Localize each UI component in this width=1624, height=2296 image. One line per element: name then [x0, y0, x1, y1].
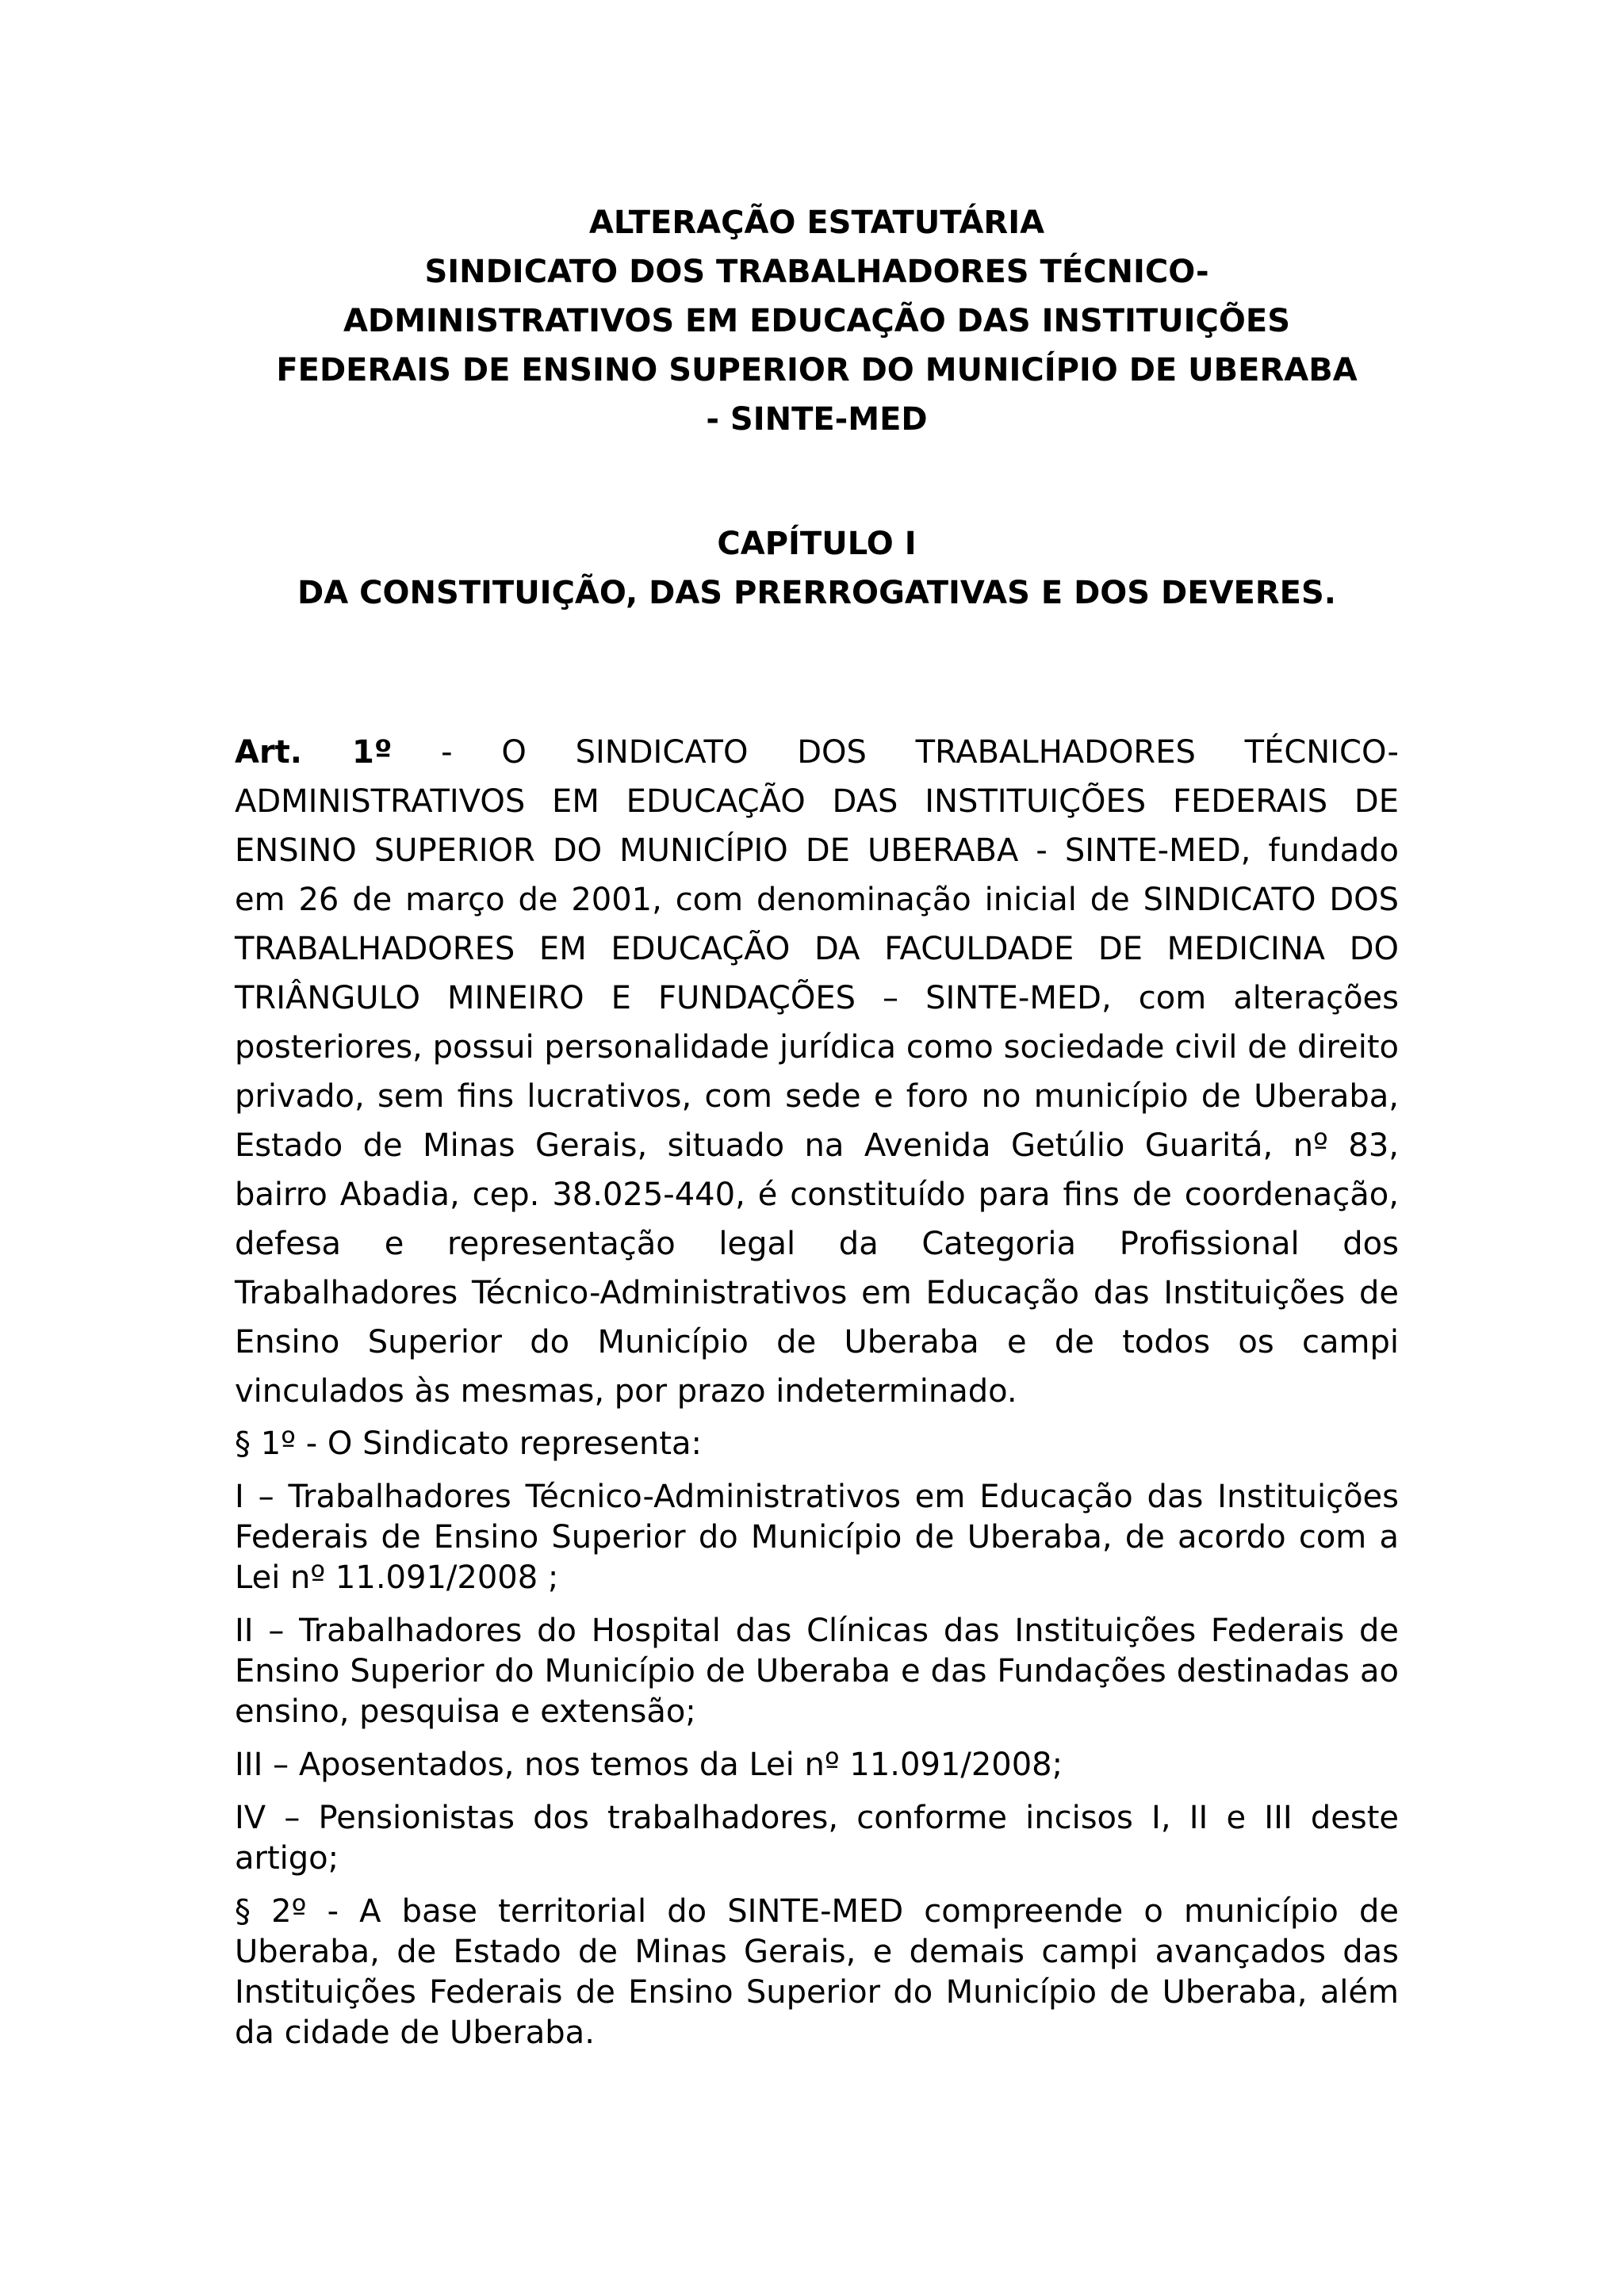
clause-ii: II – Trabalhadores do Hospital das Clínicas das Instituições Federais de Ensino Superior do Município de Uberaba e das Fundações destinadas ao ensino, pesquisa e extensão;: [235, 1613, 1399, 1730]
title-line: SINDICATO DOS TRABALHADORES TÉCNICO-: [424, 254, 1209, 290]
paragraph-1: § 1º - O Sindicato representa:: [235, 1425, 703, 1462]
article-text: - O SINDICATO DOS TRABALHADORES TÉCNICO-ADMINISTRATIVOS EM EDUCAÇÃO DAS INSTITUIÇÕES FEDERAIS DE ENSINO SUPERIOR DO MUNICÍPIO DE UBERABA - SINTE-MED, fundado em 26 de março de 2001, com denominação inicial de SINDICATO DOS TRABALHADORES EM EDUCAÇÃO DA FACULDADE DE MEDICINA DO TRIÂNGULO MINEIRO E FUNDAÇÕES – SINTE-MED, com alterações posteriores, possui personalidade jurídica como sociedade civil de direito privado, sem fins lucrativos, com sede e foro no município de Uberaba, Estado de Minas Gerais, situado na Avenida Getúlio Guaritá, nº 83, bairro Abadia, cep. 38.025-440, é constituído para fins de coordenação, defesa e representação legal da Categoria Profissional dos Trabalhadores Técnico-Administrativos em Educação das Instituições de Ensino Superior do Município de Uberaba e de todos os campi vinculados às mesmas, por prazo indeterminado.: [235, 734, 1399, 1410]
chapter-heading: [235, 519, 1399, 618]
chapter-name: DA CONSTITUIÇÃO, DAS PRERROGATIVAS E DOS DEVERES.: [297, 575, 1336, 611]
clause-iii: III – Aposentados, nos temos da Lei nº 11.091/2008;: [235, 1747, 1063, 1783]
title-line: ALTERAÇÃO ESTATUTÁRIA: [588, 205, 1045, 241]
title-line: ADMINISTRATIVOS EM EDUCAÇÃO DAS INSTITUIÇÕES: [343, 303, 1291, 339]
article-label: Art. 1º: [235, 734, 393, 771]
chapter-number: CAPÍTULO I: [717, 526, 917, 562]
clause-i: I – Trabalhadores Técnico-Administrativos em Educação das Instituições Federais de Ensino Superior do Município de Uberaba, de acordo com a Lei nº 11.091/2008 ;: [235, 1479, 1399, 1596]
document-title: [235, 198, 1399, 444]
title-line: - SINTE-MED: [706, 401, 928, 438]
clause-iv: IV – Pensionistas dos trabalhadores, conforme incisos I, II e III deste artigo;: [235, 1800, 1399, 1877]
article-1: [235, 728, 1399, 1416]
document-body: [235, 728, 1399, 2066]
paragraph-2: § 2º - A base territorial do SINTE-MED compreende o município de Uberaba, de Estado de Minas Gerais, e demais campi avançados das Instituições Federais de Ensino Superior do Município de Uberaba, além da cidade de Uberaba.: [235, 1893, 1399, 2051]
title-line: FEDERAIS DE ENSINO SUPERIOR DO MUNICÍPIO DE UBERABA: [276, 352, 1358, 388]
